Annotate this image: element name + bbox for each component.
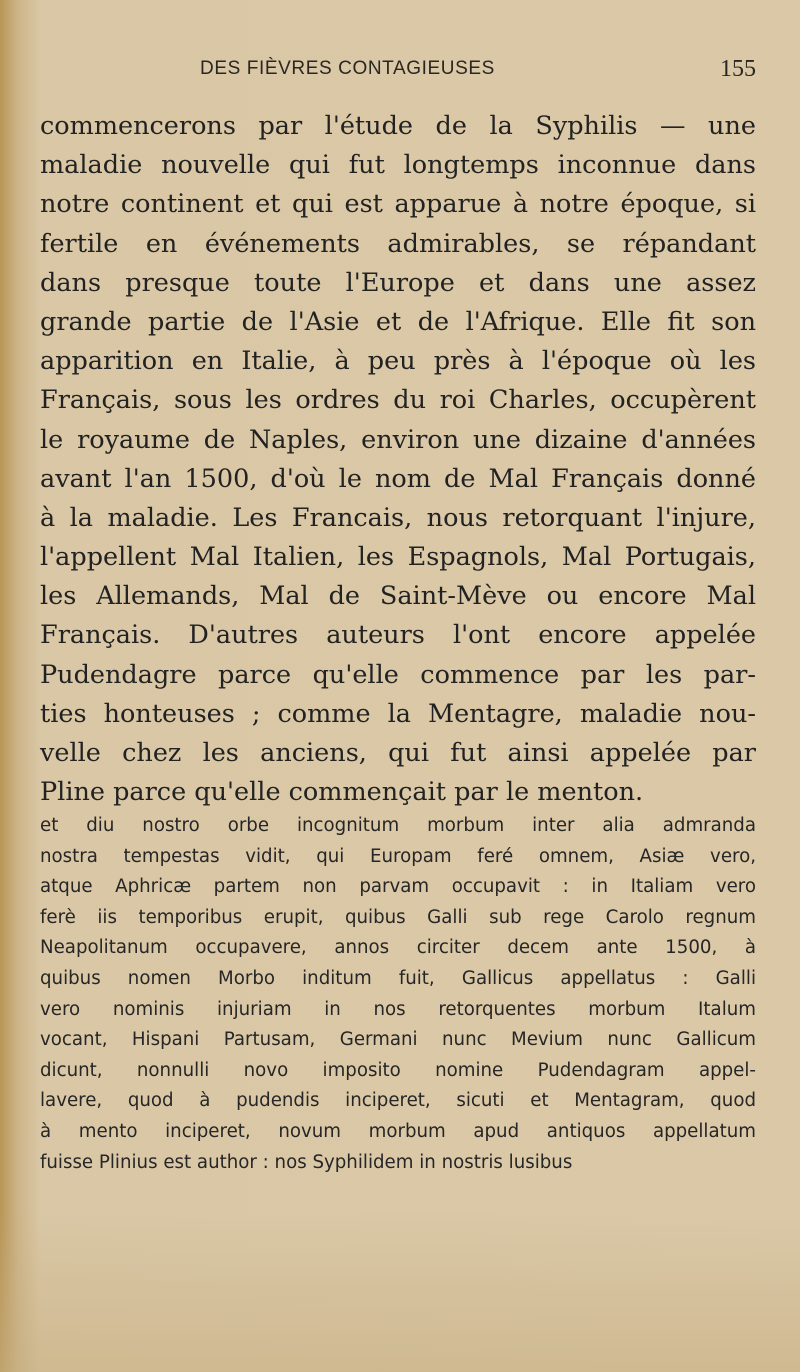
latin-line: nostra tempestas vidit, qui Europam feré omnem, Asiæ vero, [40, 845, 756, 867]
text-line: Français. D'autres auteurs l'ont encore appelée [40, 620, 756, 651]
page-number: 155 [720, 56, 756, 82]
french-body-text [40, 107, 756, 812]
text-line: l'appellent Mal Italien, les Espagnols, Mal Portugais, [40, 542, 756, 573]
text-line: dans presque toute l'Europe et dans une assez [40, 267, 756, 298]
latin-line: atque Aphricæ partem non parvam occupavit : in Italiam vero [40, 876, 756, 898]
text-line: apparition en Italie, à peu près à l'époque où les [40, 346, 756, 377]
text-line: Pline parce qu'elle commençait par le menton. [40, 777, 644, 808]
running-head: DES FIÈVRES CONTAGIEUSES [200, 58, 495, 79]
text-line: notre continent et qui est apparue à notre époque, si [40, 189, 756, 220]
latin-line: vocant, Hispani Partusam, Germani nunc Mevium nunc Gallicum [40, 1029, 756, 1051]
latin-line: lavere, quod à pudendis inciperet, sicuti et Mentagram, quod [40, 1090, 756, 1112]
latin-line: ferè iis temporibus erupit, quibus Galli sub rege Carolo regnum [40, 906, 756, 928]
latin-line: Neapolitanum occupavere, annos circiter decem ante 1500, à [40, 937, 756, 959]
text-line: Français, sous les ordres du roi Charles, occupèrent [40, 385, 756, 416]
text-line: commencerons par l'étude de la Syphilis — une [40, 111, 756, 141]
latin-line: à mento inciperet, novum morbum apud antiquos appellatum [40, 1120, 756, 1142]
text-line: le royaume de Naples, environ une dizaine d'années [40, 424, 756, 455]
text-line: grande partie de l'Asie et de l'Afrique. Elle fit son [40, 306, 756, 337]
text-line: les Allemands, Mal de Saint-Mève ou encore Mal [40, 581, 756, 612]
text-line: maladie nouvelle qui fut longtemps inconnue dans [40, 150, 756, 181]
latin-footnote-text [40, 811, 756, 1178]
text-line: velle chez les anciens, qui fut ainsi appelée par [40, 738, 756, 768]
text-line: Pudendagre parce qu'elle commence par les par- [40, 659, 756, 690]
text-line: ties honteuses ; comme la Mentagre, maladie nou- [40, 698, 756, 729]
latin-line: vero nominis injuriam in nos retorquentes morbum Italum [40, 998, 756, 1020]
text-line: à la maladie. Les Francais, nous retorquant l'injure, [40, 502, 756, 533]
latin-line: dicunt, nonnulli novo imposito nomine Pudendagram appel- [40, 1059, 756, 1081]
latin-line: quibus nomen Morbo inditum fuit, Gallicus appellatus : Galli [40, 967, 756, 989]
text-line: fertile en événements admirables, se répandant [40, 228, 756, 259]
text-line: avant l'an 1500, d'où le nom de Mal Français donné [40, 463, 756, 494]
latin-line: fuisse Plinius est author : nos Syphilidem in nostris lusibus [40, 1151, 573, 1173]
latin-line: et diu nostro orbe incognitum morbum inter alia admranda [40, 815, 756, 836]
page-bottom-shadow [0, 1212, 800, 1372]
